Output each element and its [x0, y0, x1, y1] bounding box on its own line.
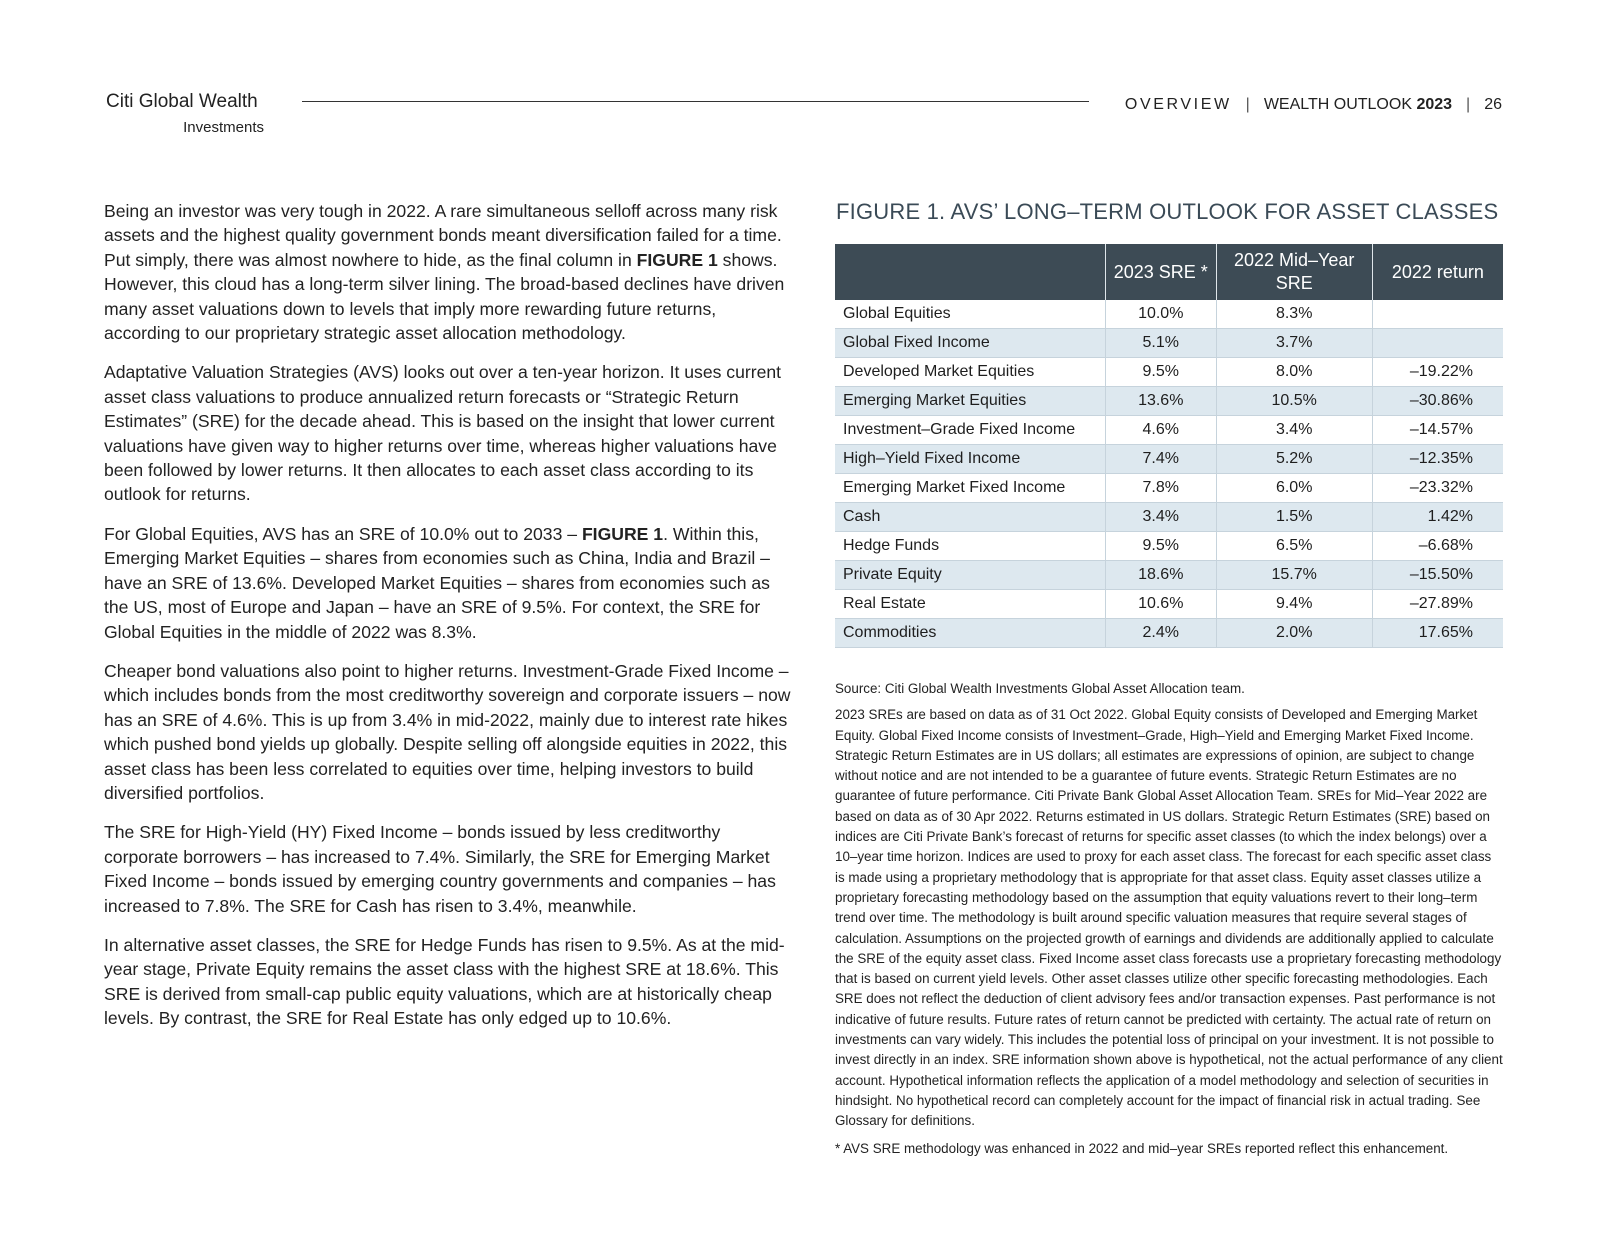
- figure-reference: FIGURE 1: [636, 249, 718, 270]
- value-cell: [1372, 300, 1503, 329]
- brand-name: Citi Global Wealth: [106, 91, 258, 112]
- column-header: [835, 244, 1105, 300]
- publication-year: 2023: [1416, 96, 1453, 113]
- disclaimer-text: 2023 SREs are based on data as of 31 Oct 2022. Global Equity consists of Developed and Emerging Market Equity. Global Fixed Income consists of Investment–Grade, High–Yield and Emerging Market Fixed Income. Strategic Return Estimates are in US dollars; all estimates are expressions of opinion, are subject to change without notice and are not intended to be a guarantee of future events. Strategic Return Estimates are no guarantee of future performance. Citi Private Bank Global Asset Allocation Team. SREs for Mid–Year 2022 are based on data as of 30 Apr 2022. Returns estimated in US dollars. Strategic Return Estimates (SRE) based on indices are Citi Private Bank’s forecast of returns for specific asset classes (to which the index belongs) over a 10–year time horizon. Indices are used to proxy for each asset class. The forecast for each specific asset class is made using a proprietary methodology that is appropriate for that asset class. Equity asset classes utilize a proprietary forecasting methodology based on the assumption that equity valuations revert to their long–term trend over time. The methodology is built around specific valuation measures that require several stages of calculation. Assumptions on the projected growth of earnings and dividends are additionally applied to calculate the SRE of the equity asset class. Fixed Income asset class forecasts use a proprietary forecasting methodology that is based on current yield levels. Other asset classes utilize other specific forecasting methodologies. Each SRE does not reflect the deduction of client advisory fees and/or transaction expenses. Past performance is not indicative of future results. Future rates of return cannot be predicted with certainty. The actual rate of return on investments can vary widely. This includes the potential loss of principal on your investment. It is not possible to invest directly in an index. SRE information shown above is hypothetical, not the actual performance of any client account. Hypothetical information reflects the application of a model methodology and selection of securities in hindsight. No hypothetical record can completely account for the impact of financial risk in actual trading. See Glossary for definitions.: [835, 707, 1503, 1129]
- value-cell: 6.5%: [1216, 532, 1372, 561]
- asset-class-cell: High–Yield Fixed Income: [835, 445, 1105, 474]
- header-separator: |: [1245, 96, 1250, 113]
- header-divider: [302, 101, 1089, 102]
- value-cell: 13.6%: [1105, 387, 1216, 416]
- value-cell: 9.5%: [1105, 358, 1216, 387]
- value-cell: 10.6%: [1105, 590, 1216, 619]
- figure-notes: [835, 679, 1503, 1166]
- value-cell: –6.68%: [1372, 532, 1503, 561]
- brand-logo: [106, 91, 264, 136]
- asset-class-cell: Hedge Funds: [835, 532, 1105, 561]
- asset-class-cell: Private Equity: [835, 561, 1105, 590]
- figure-title: FIGURE 1. AVS’ LONG–TERM OUTLOOK FOR ASSET CLASSES: [836, 199, 1499, 224]
- value-cell: 9.5%: [1105, 532, 1216, 561]
- value-cell: 9.4%: [1216, 590, 1372, 619]
- value-cell: 2.0%: [1216, 619, 1372, 648]
- value-cell: 7.8%: [1105, 474, 1216, 503]
- value-cell: 5.2%: [1216, 445, 1372, 474]
- table-row: [835, 503, 1503, 532]
- value-cell: 1.5%: [1216, 503, 1372, 532]
- source-note: Source: Citi Global Wealth Investments Global Asset Allocation team.: [835, 681, 1245, 696]
- value-cell: 18.6%: [1105, 561, 1216, 590]
- value-cell: –23.32%: [1372, 474, 1503, 503]
- table-row: [835, 590, 1503, 619]
- asset-class-cell: Global Equities: [835, 300, 1105, 329]
- publication-title: WEALTH OUTLOOK: [1263, 96, 1412, 113]
- paragraph: In alternative asset classes, the SRE for Hedge Funds has risen to 9.5%. As at the mid-year stage, Private Equity remains the asset class with the highest SRE at 18.6%. This SRE is derived from small-cap public equity valuations, which are at historically cheap levels. By contrast, the SRE for Real Estate has only edged up to 10.6%.: [104, 934, 785, 1029]
- value-cell: –27.89%: [1372, 590, 1503, 619]
- footnote: * AVS SRE methodology was enhanced in 2022 and mid–year SREs reported reflect this enhancement.: [835, 1140, 1449, 1156]
- table-header-row: [835, 244, 1503, 300]
- asset-class-cell: Emerging Market Fixed Income: [835, 474, 1105, 503]
- brand-subtitle: Investments: [183, 119, 264, 136]
- section-label: OVERVIEW: [1124, 96, 1232, 113]
- table-row: [835, 561, 1503, 590]
- table-row: [835, 474, 1503, 503]
- body-text: [104, 199, 794, 1046]
- value-cell: 2.4%: [1105, 619, 1216, 648]
- asset-class-cell: Emerging Market Equities: [835, 387, 1105, 416]
- paragraph: The SRE for High-Yield (HY) Fixed Income – bonds issued by less creditworthy corporate borrowers – has increased to 7.4%. Similarly, the SRE for Emerging Market Fixed Income – bonds issued by emerging country governments and companies – has increased to 7.8%. The SRE for Cash has risen to 3.4%, meanwhile.: [104, 822, 776, 916]
- value-cell: 4.6%: [1105, 416, 1216, 445]
- value-cell: 3.7%: [1216, 329, 1372, 358]
- value-cell: 15.7%: [1216, 561, 1372, 590]
- asset-class-cell: Developed Market Equities: [835, 358, 1105, 387]
- value-cell: 10.5%: [1216, 387, 1372, 416]
- asset-class-cell: Commodities: [835, 619, 1105, 648]
- asset-class-cell: Real Estate: [835, 590, 1105, 619]
- header-separator: |: [1466, 96, 1471, 113]
- value-cell: 10.0%: [1105, 300, 1216, 329]
- value-cell: 3.4%: [1216, 416, 1372, 445]
- value-cell: 1.42%: [1372, 503, 1503, 532]
- value-cell: 8.3%: [1216, 300, 1372, 329]
- running-header: [1125, 96, 1502, 114]
- column-header: 2023 SRE *: [1105, 244, 1216, 300]
- paragraph: Adaptative Valuation Strategies (AVS) looks out over a ten-year horizon. It uses current asset class valuations to produce annualized return forecasts or “Strategic Return Estimates” (SRE) for the decade ahead. This is based on the insight that lower current valuations have given way to higher returns over time, whereas higher valuations have been followed by lower returns. It then allocates to each asset class according to its outlook for returns.: [104, 362, 782, 505]
- page-number: 26: [1484, 96, 1502, 113]
- asset-class-cell: Investment–Grade Fixed Income: [835, 416, 1105, 445]
- value-cell: –19.22%: [1372, 358, 1503, 387]
- value-cell: –12.35%: [1372, 445, 1503, 474]
- value-cell: 8.0%: [1216, 358, 1372, 387]
- value-cell: [1372, 329, 1503, 358]
- value-cell: –14.57%: [1372, 416, 1503, 445]
- table-row: [835, 416, 1503, 445]
- table-row: [835, 387, 1503, 416]
- value-cell: 6.0%: [1216, 474, 1372, 503]
- asset-class-cell: Global Fixed Income: [835, 329, 1105, 358]
- sre-table: [835, 244, 1503, 648]
- table-row: [835, 619, 1503, 648]
- table-row: [835, 532, 1503, 561]
- figure-reference: FIGURE 1: [581, 523, 664, 544]
- value-cell: 5.1%: [1105, 329, 1216, 358]
- value-cell: –15.50%: [1372, 561, 1503, 590]
- value-cell: 7.4%: [1105, 445, 1216, 474]
- asset-class-cell: Cash: [835, 503, 1105, 532]
- value-cell: 17.65%: [1372, 619, 1503, 648]
- column-header: 2022 return: [1372, 244, 1503, 300]
- value-cell: –30.86%: [1372, 387, 1503, 416]
- table-row: [835, 300, 1503, 329]
- paragraph: Cheaper bond valuations also point to higher returns. Investment-Grade Fixed Income – which includes bonds from the most creditworthy sovereign and corporate issuers – now has an SRE of 4.6%. This is up from 3.4% in mid-2022, mainly due to interest rate hikes which pushed bond yields up globally. Despite selling off alongside equities in 2022, this asset class has been less correlated to equities over time, helping investors to build diversified portfolios.: [104, 660, 791, 803]
- column-header: 2022 Mid–Year SRE: [1216, 244, 1372, 300]
- value-cell: 3.4%: [1105, 503, 1216, 532]
- table-row: [835, 329, 1503, 358]
- paragraph: For Global Equities, AVS has an SRE of 10.0% out to 2033 – FIGURE 1. Within this, Emerging Market Equities – shares from economies such as China, India and Brazil – have an SRE of 13.6%. Developed Market Equities – shares from economies such as the US, most of Europe and Japan – have an SRE of 9.5%. For context, the SRE for Global Equities in the middle of 2022 was 8.3%.: [104, 523, 770, 642]
- table-row: [835, 445, 1503, 474]
- table-row: [835, 358, 1503, 387]
- paragraph: Being an investor was very tough in 2022. A rare simultaneous selloff across many risk assets and the highest quality government bonds meant diversification failed for a time. Put simply, there was almost nowhere to hide, as the final column in FIGURE 1 shows. However, this cloud has a long-term silver lining. The broad-based declines have driven many asset valuations down to levels that imply more rewarding future returns, according to our proprietary strategic asset allocation methodology.: [104, 201, 785, 344]
